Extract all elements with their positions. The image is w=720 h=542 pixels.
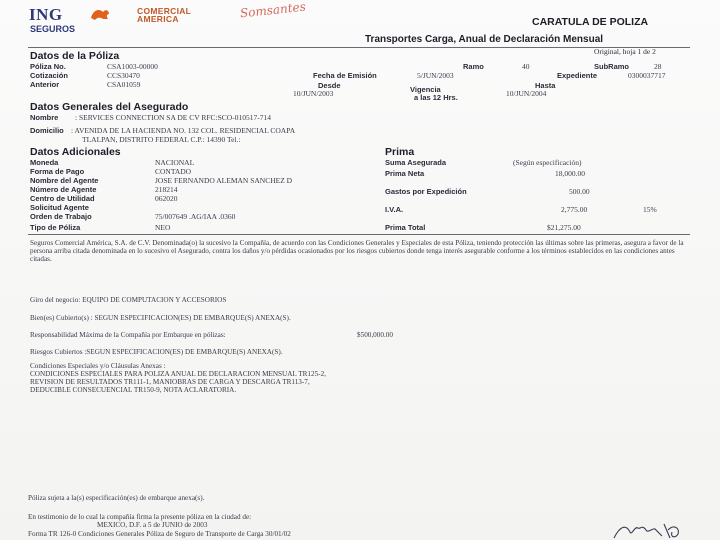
vigencia-label: Vigencia [410,85,441,94]
bienes-cubiertos: Bien(es) Cubierto(s) : SEGUN ESPECIFICACION(ES) DE EMBARQUE(S) ANEXA(S). [30,314,291,322]
responsabilidad-value: $500,000.00 [357,331,393,339]
poliza-sujeta: Póliza sujeta a la(s) especificación(es) de embarque anexa(s). [28,494,205,502]
domicilio-label: Domicilio [30,126,64,135]
desde-value: 10/JUN/2003 [293,89,334,98]
nombre-label: Nombre [30,113,59,122]
anterior-value: CSA01059 [107,80,141,89]
fecha-emision-value: 5/JUN/2003 [417,71,454,80]
adicional-label: Moneda [30,158,59,167]
vigencia-sub: a las 12 Hrs. [414,93,458,102]
testimonio: En testimonio de lo cual la compañía firma la presente póliza en la ciudad de: [28,513,252,521]
anterior-label: Anterior [30,80,60,89]
domicilio-line-1: : AVENIDA DE LA HACIENDA NO. 132 COL. RESIDENCIAL COAPA [71,126,296,135]
document-subtitle: Transportes Carga, Anual de Declaración Mensual [365,34,604,45]
adicional-label: Nombre del Agente [30,176,99,185]
responsabilidad-label: Responsabilidad Máxima de la Compañía por Embarque en pólizas: [30,331,226,339]
fecha-emision-label: Fecha de Emisión [313,71,377,80]
adicional-label: Tipo de Póliza [30,223,81,232]
section-heading-asegurado: Datos Generales del Asegurado [30,101,189,113]
subramo-label: SubRamo [594,62,630,71]
prima-neta-value: 18,000.00 [555,169,585,178]
section-heading-poliza: Datos de la Póliza [30,50,120,62]
lugar-fecha: MEXICO, D.F. a 5 de JUNIO de 2003 [97,521,208,529]
iva-label: I.V.A. [385,205,404,214]
logo-america-text: AMERICA [137,14,179,25]
document-title: CARATULA DE POLIZA [532,16,649,28]
adicional-label: Orden de Trabajo [30,212,92,221]
hasta-value: 10/JUN/2004 [506,89,547,98]
iva-value: 2,775.00 [561,205,588,214]
poliza-no-label: Póliza No. [30,62,66,71]
ramo-label: Ramo [463,62,484,71]
header-divider [28,47,690,48]
gastos-expedicion-label: Gastos por Expedición [385,187,467,196]
nombre-value: : SERVICES CONNECTION SA DE CV RFC:SCO-010517-714 [75,113,271,122]
seguros-logo-text: SEGUROS [30,24,76,34]
expediente-label: Expediente [557,71,598,80]
iva-percent: 15% [643,205,657,214]
desde-label: Desde [318,81,341,90]
logo-comercial-text: COMERCIAL [137,6,192,16]
condiciones-line-2: REVISION DE RESULTADOS TR111-1, MANIOBRAS DE CARGA Y DESCARGA TR113-7, [30,378,310,386]
adicional-label: Número de Agente [30,185,97,194]
adicional-value: CONTADO [155,167,192,176]
adicional-value: NEO [155,223,171,232]
subramo-value: 28 [654,62,662,71]
ing-logo-text: ING [29,5,63,24]
giro-negocio: Giro del negocio: EQUIPO DE COMPUTACION Y ACCESORIOS [30,296,227,304]
original-page-indicator: Original, hoja 1 de 2 [594,47,656,56]
prima-total-value: $21,275.00 [547,223,581,232]
condiciones-line-1: CONDICIONES ESPECIALES PARA POLIZA ANUAL DE DECLARACION MENSUAL TR125-2, [30,370,326,378]
section-heading-prima: Prima [385,146,415,158]
prima-neta-label: Prima Neta [385,169,425,178]
poliza-no-value: CSA1003-00000 [107,62,158,71]
adicional-value: 75/007649 .AG/IAA .0360 [155,212,236,221]
gastos-expedicion-value: 500.00 [569,187,590,196]
section-heading-adicionales: Datos Adicionales [30,146,121,158]
suma-asegurada-value: (Según especificación) [513,158,582,167]
condiciones-title: Condiciones Especiales y/o Cláusulas Anexas : [30,362,166,370]
riesgos-cubiertos: Riesgos Cubiertos :SEGUN ESPECIFICACION(ES) DE EMBARQUE(S) ANEXA(S). [30,348,283,356]
hasta-label: Hasta [535,81,556,90]
adicional-value: NACIONAL [155,158,195,167]
forma-footer: Forma TR 126-0 Condiciones Generales Póliza de Seguro de Transporte de Carga 30/01/02 [28,530,291,538]
adicional-label: Centro de Utilidad [30,194,95,203]
adicional-label: Solicitud Agente [30,203,89,212]
adicional-label: Forma de Pago [30,167,85,176]
cotizacion-value: CCS30470 [107,71,140,80]
expediente-value: 0300037717 [628,71,666,80]
adicional-value: 218214 [155,185,178,194]
comercial-america-logo [137,7,191,23]
lion-logo-icon [89,6,111,22]
condiciones-line-3: DEDUCIBLE CONSECUENCIAL TR150-9, NOTA ACLARATORIA. [30,386,237,394]
signature-icon [610,520,690,542]
suma-asegurada-label: Suma Asegurada [385,158,446,167]
domicilio-line-2: TLALPAN, DISTRITO FEDERAL C.P.: 14390 Tel.: [82,135,241,144]
adicional-value: 062020 [155,194,178,203]
legal-paragraph: Seguros Comercial América, S.A. de C.V. Denominada(o) la sucesivo la Compañía, de acuerdo con las Condiciones Generales y Especiales de esta Póliza, teniendo protección las últimas sobre las primeras, asegura a favor de la persona arriba citada denominada en lo sucesivo el Asegurado, contra los daños y/o pérdidas ocasionados por los riesgos cubiertos donde tenga interés asegurable conforme a los términos establecidos en las condiciones antes citadas. [30,239,684,263]
ramo-value: 40 [522,62,530,71]
handwritten-note: Somsantes [239,0,307,21]
body-divider [28,234,690,235]
adicional-value: JOSE FERNANDO ALEMAN SANCHEZ D [155,176,293,185]
cotizacion-label: Cotización [30,71,68,80]
prima-total-label: Prima Total [385,223,426,232]
